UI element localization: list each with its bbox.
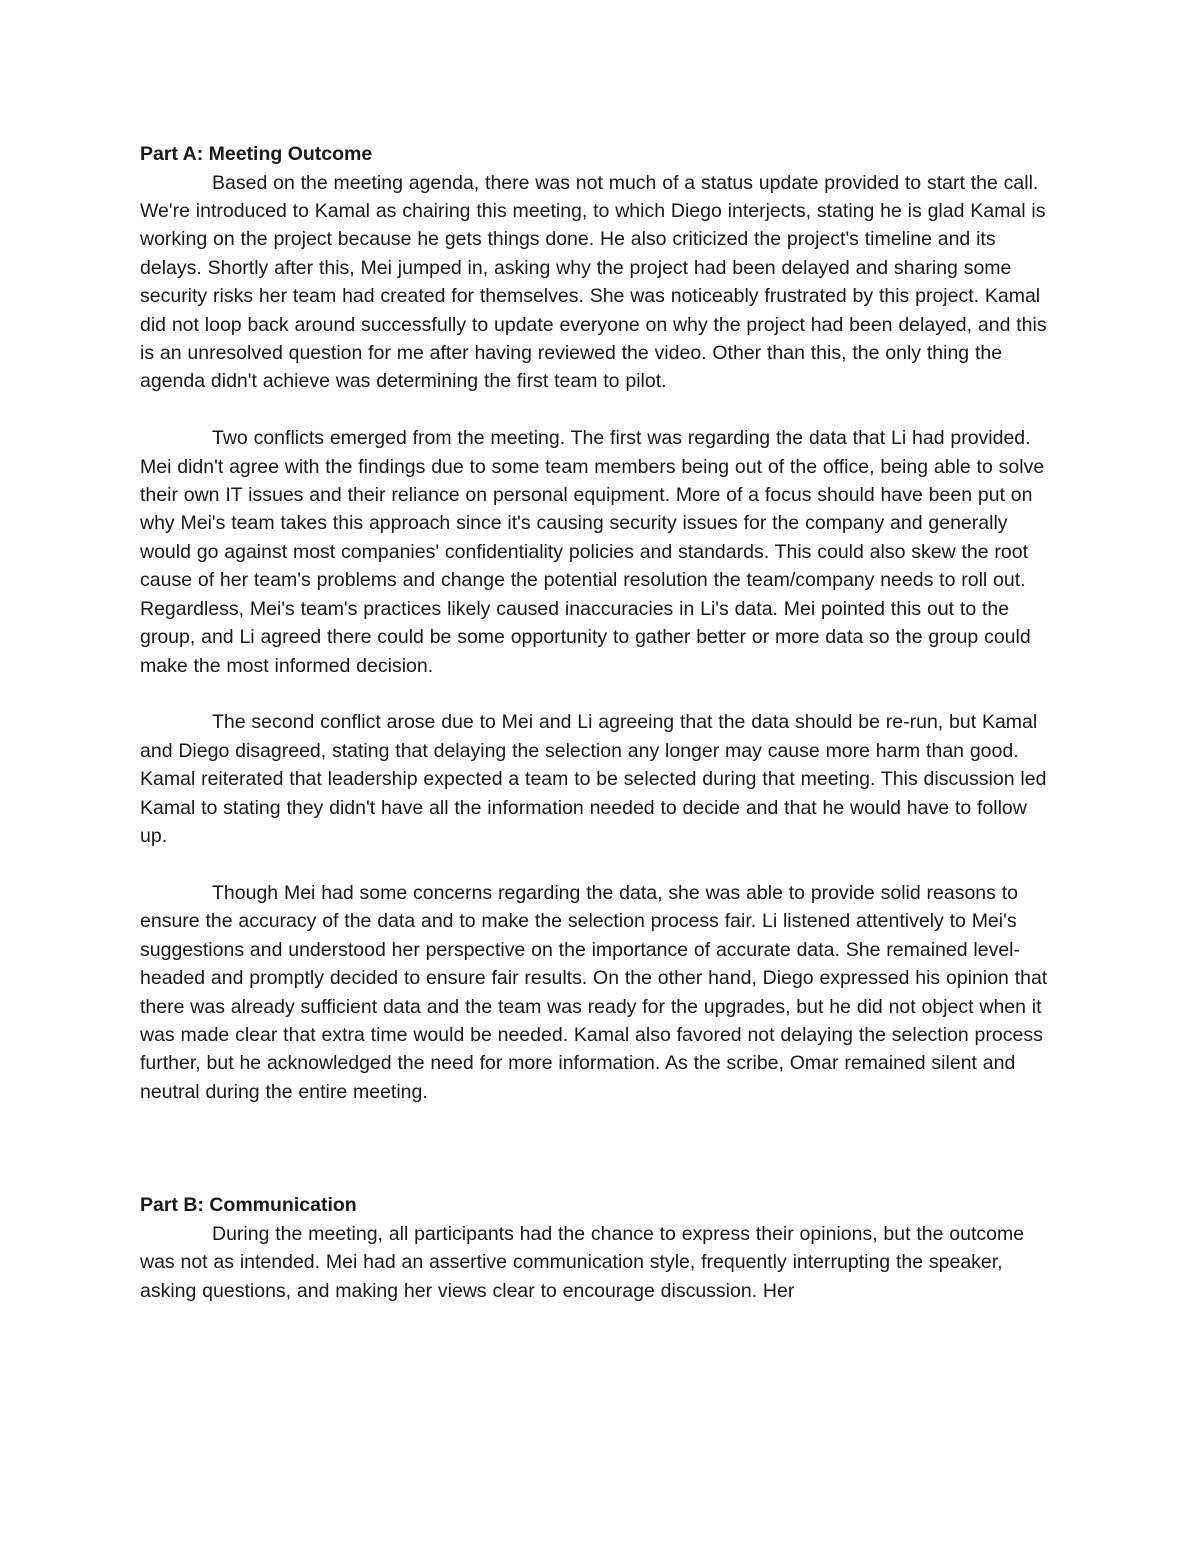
part-a-paragraph-3: The second conflict arose due to Mei and Li agreeing that the data should be re-run, but Kamal and Diego disagreed, stating that delaying the selection any longer may cause more harm than good. Kamal reiterated that leadership expected a team to be selected during that meeting. This discussion led Kamal to stating they didn't have all the information needed to decide and that he would have to follow up. bbox=[140, 711, 1047, 848]
part-a-heading: Part A: Meeting Outcome bbox=[140, 143, 373, 165]
section-spacer bbox=[140, 1106, 1058, 1191]
document-page bbox=[140, 140, 1058, 1305]
part-a-paragraph-4: Though Mei had some concerns regarding the data, she was able to provide solid reasons to ensure the accuracy of the data and to make the selection process fair. Li listened attentively to Mei's suggestions and understood her perspective on the importance of accurate data. She remained level-headed and promptly decided to ensure fair results. On the other hand, Diego expressed his opinion that there was already sufficient data and the team was ready for the upgrades, but he did not object when it was made clear that extra time would be needed. Kamal also favored not delaying the selection process further, but he acknowledged the need for more information. As the scribe, Omar remained silent and neutral during the entire meeting. bbox=[140, 881, 1048, 1103]
paragraph-spacer bbox=[140, 850, 1058, 879]
part-a-paragraph-2: Two conflicts emerged from the meeting. The first was regarding the data that Li had provided. Mei didn't agree with the findings due to some team members being out of the office, being able to solve their own IT issues and their reliance on personal equipment. More of a focus should have been put on why Mei's team takes this approach since it's causing security issues for the company and generally would go against most companies' confidentiality policies and standards. This could also skew the root cause of her team's problems and change the potential resolution the team/company needs to roll out. Regardless, Mei's team's practices likely caused inaccuracies in Li's data. Mei pointed this out to the group, and Li agreed there could be some opportunity to gather better or more data so the group could make the most informed decision. bbox=[140, 427, 1045, 677]
paragraph-spacer bbox=[140, 396, 1058, 425]
paragraph-spacer bbox=[140, 680, 1058, 709]
part-b-heading: Part B: Communication bbox=[140, 1194, 357, 1217]
part-b-paragraph-1: During the meeting, all participants had the chance to express their opinions, but the outcome was not as intended. Mei had an assertive communication style, frequently interrupting the speaker, asking questions, and making her views clear to encourage discussion. Her bbox=[140, 1222, 1025, 1302]
part-a-paragraph-1: Based on the meeting agenda, there was not much of a status update provided to start the call. We're introduced to Kamal as chairing this meeting, to which Diego interjects, stating he is glad Kamal is working on the project because he gets things done. He also criticized the project's timeline and its delays. Shortly after this, Mei jumped in, asking why the project had been delayed and sharing some security risks her team had created for themselves. She was noticeably frustrated by this project. Kamal did not loop back around successfully to update everyone on why the project had been delayed, and this is an unresolved question for me after having reviewed the video. Other than this, the only thing the agenda didn't achieve was determining the first team to pilot. bbox=[140, 171, 1047, 393]
